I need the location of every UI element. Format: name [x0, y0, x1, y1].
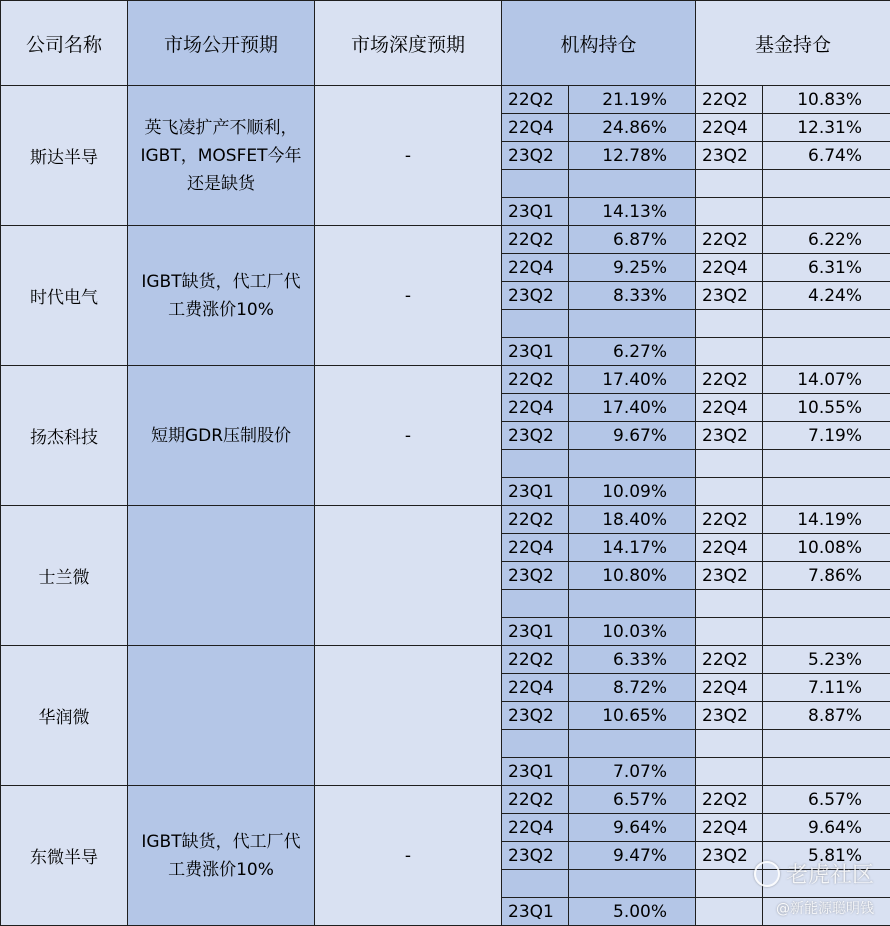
fund-quarter: 22Q2: [696, 366, 763, 394]
institution-quarter: 23Q1: [502, 898, 569, 926]
fund-percent: 14.07%: [763, 366, 890, 394]
company-name: 东微半导: [1, 786, 128, 926]
public-expectation-cell: 短期GDR压制股价: [128, 366, 315, 506]
deep-expectation-cell: [315, 506, 502, 646]
institution-percent: 9.67%: [569, 422, 696, 450]
fund-percent: [763, 450, 890, 478]
institution-percent: [569, 310, 696, 338]
fund-quarter: [696, 730, 763, 758]
header-institution-holding: 机构持仓: [502, 1, 696, 86]
institution-percent: 17.40%: [569, 366, 696, 394]
fund-quarter: 23Q2: [696, 562, 763, 590]
institution-quarter: 23Q1: [502, 198, 569, 226]
institution-percent: [569, 590, 696, 618]
fund-quarter: 22Q4: [696, 814, 763, 842]
institution-quarter: [502, 590, 569, 618]
fund-percent: [763, 310, 890, 338]
institution-percent: 5.00%: [569, 898, 696, 926]
company-name: 时代电气: [1, 226, 128, 366]
institution-percent: 6.33%: [569, 646, 696, 674]
public-expectation-cell: 英飞凌扩产不顺利，IGBT，MOSFET今年还是缺货: [128, 86, 315, 226]
institution-percent: 17.40%: [569, 394, 696, 422]
table-row: [1, 226, 890, 254]
fund-quarter: 22Q4: [696, 394, 763, 422]
fund-percent: [763, 590, 890, 618]
fund-percent: 5.81%: [763, 842, 890, 870]
public-expectation-cell: [128, 646, 315, 786]
fund-quarter: 22Q4: [696, 674, 763, 702]
institution-quarter: 23Q1: [502, 338, 569, 366]
fund-percent: 10.08%: [763, 534, 890, 562]
fund-quarter: [696, 310, 763, 338]
fund-percent: [763, 758, 890, 786]
fund-quarter: [696, 198, 763, 226]
institution-quarter: 22Q4: [502, 254, 569, 282]
deep-expectation-cell: -: [315, 226, 502, 366]
fund-quarter: 23Q2: [696, 282, 763, 310]
deep-expectation-cell: [315, 646, 502, 786]
fund-percent: 7.19%: [763, 422, 890, 450]
institution-percent: 14.17%: [569, 534, 696, 562]
fund-quarter: 22Q4: [696, 254, 763, 282]
fund-quarter: [696, 450, 763, 478]
institution-percent: 8.72%: [569, 674, 696, 702]
institution-quarter: 22Q4: [502, 114, 569, 142]
company-name: 士兰微: [1, 506, 128, 646]
institution-percent: [569, 730, 696, 758]
institution-quarter: 22Q4: [502, 394, 569, 422]
fund-percent: [763, 730, 890, 758]
fund-percent: 12.31%: [763, 114, 890, 142]
fund-quarter: 22Q4: [696, 534, 763, 562]
fund-quarter: [696, 170, 763, 198]
institution-quarter: [502, 170, 569, 198]
tiger-logo-icon: [754, 861, 780, 887]
institution-quarter: 22Q4: [502, 814, 569, 842]
deep-expectation-cell: -: [315, 366, 502, 506]
institution-quarter: 23Q2: [502, 142, 569, 170]
fund-percent: [763, 478, 890, 506]
fund-quarter: 22Q4: [696, 114, 763, 142]
table-row: [1, 366, 890, 394]
institution-percent: 6.87%: [569, 226, 696, 254]
fund-percent: 6.31%: [763, 254, 890, 282]
institution-percent: 12.78%: [569, 142, 696, 170]
fund-quarter: 23Q2: [696, 842, 763, 870]
deep-expectation-cell: -: [315, 86, 502, 226]
institution-quarter: 22Q2: [502, 366, 569, 394]
fund-quarter: [696, 338, 763, 366]
fund-quarter: [696, 758, 763, 786]
institution-quarter: 23Q2: [502, 422, 569, 450]
fund-percent: 7.11%: [763, 674, 890, 702]
fund-quarter: [696, 590, 763, 618]
institution-quarter: 22Q2: [502, 226, 569, 254]
table-row: [1, 86, 890, 114]
company-name: 斯达半导: [1, 86, 128, 226]
fund-percent: 14.19%: [763, 506, 890, 534]
company-name: 扬杰科技: [1, 366, 128, 506]
institution-percent: 10.09%: [569, 478, 696, 506]
fund-quarter: 22Q2: [696, 86, 763, 114]
fund-percent: 6.57%: [763, 786, 890, 814]
fund-quarter: 22Q2: [696, 226, 763, 254]
header-row: [1, 1, 890, 86]
fund-quarter: 22Q2: [696, 506, 763, 534]
institution-percent: 24.86%: [569, 114, 696, 142]
fund-percent: [763, 338, 890, 366]
institution-percent: 10.03%: [569, 618, 696, 646]
fund-percent: 9.64%: [763, 814, 890, 842]
institution-percent: 6.57%: [569, 786, 696, 814]
institution-percent: 10.65%: [569, 702, 696, 730]
fund-quarter: [696, 478, 763, 506]
institution-quarter: 22Q2: [502, 646, 569, 674]
institution-quarter: 22Q4: [502, 534, 569, 562]
institution-percent: 9.64%: [569, 814, 696, 842]
table-row: [1, 506, 890, 534]
institution-quarter: 22Q2: [502, 786, 569, 814]
institution-percent: 14.13%: [569, 198, 696, 226]
fund-quarter: [696, 898, 763, 926]
table-row: [1, 646, 890, 674]
institution-quarter: 22Q2: [502, 506, 569, 534]
institution-quarter: [502, 310, 569, 338]
deep-expectation-cell: -: [315, 786, 502, 926]
fund-percent: 10.83%: [763, 86, 890, 114]
public-expectation-cell: [128, 506, 315, 646]
fund-quarter: 23Q2: [696, 702, 763, 730]
institution-quarter: 23Q2: [502, 282, 569, 310]
institution-quarter: 23Q2: [502, 562, 569, 590]
fund-percent: 6.22%: [763, 226, 890, 254]
fund-percent: [763, 170, 890, 198]
watermark: [754, 858, 874, 889]
institution-percent: [569, 450, 696, 478]
fund-quarter: [696, 870, 763, 898]
fund-percent: 6.74%: [763, 142, 890, 170]
watermark-handle: @新能源聪明钱: [776, 901, 874, 917]
institution-quarter: [502, 870, 569, 898]
header-company: 公司名称: [1, 1, 128, 86]
fund-percent: 4.24%: [763, 282, 890, 310]
institution-quarter: 22Q4: [502, 674, 569, 702]
institution-quarter: [502, 450, 569, 478]
institution-percent: 10.80%: [569, 562, 696, 590]
institution-percent: 6.27%: [569, 338, 696, 366]
table-body: [1, 1, 890, 926]
header-public-expectation: 市场公开预期: [128, 1, 315, 86]
fund-quarter: 23Q2: [696, 422, 763, 450]
fund-percent: [763, 618, 890, 646]
table-row: [1, 786, 890, 814]
institution-quarter: 23Q2: [502, 842, 569, 870]
fund-percent: 5.23%: [763, 646, 890, 674]
company-name: 华润微: [1, 646, 128, 786]
fund-percent: 7.86%: [763, 562, 890, 590]
institution-percent: 18.40%: [569, 506, 696, 534]
fund-quarter: [696, 618, 763, 646]
institution-percent: 21.19%: [569, 86, 696, 114]
institution-quarter: 23Q1: [502, 618, 569, 646]
institution-percent: 9.47%: [569, 842, 696, 870]
institution-percent: 9.25%: [569, 254, 696, 282]
public-expectation-cell: IGBT缺货，代工厂代工费涨价10%: [128, 786, 315, 926]
fund-percent: [763, 198, 890, 226]
public-expectation-cell: IGBT缺货，代工厂代工费涨价10%: [128, 226, 315, 366]
institution-quarter: [502, 730, 569, 758]
institution-percent: [569, 870, 696, 898]
fund-quarter: 22Q2: [696, 786, 763, 814]
institution-percent: 8.33%: [569, 282, 696, 310]
institution-quarter: 23Q1: [502, 478, 569, 506]
header-fund-holding: 基金持仓: [696, 1, 890, 86]
fund-percent: 8.87%: [763, 702, 890, 730]
institution-quarter: 23Q1: [502, 758, 569, 786]
fund-percent: 10.55%: [763, 394, 890, 422]
institution-percent: [569, 170, 696, 198]
header-deep-expectation: 市场深度预期: [315, 1, 502, 86]
watermark-logo-text: 老虎社区: [785, 863, 874, 888]
institution-quarter: 22Q2: [502, 86, 569, 114]
fund-quarter: 22Q2: [696, 646, 763, 674]
fund-quarter: 23Q2: [696, 142, 763, 170]
institution-quarter: 23Q2: [502, 702, 569, 730]
institution-percent: 7.07%: [569, 758, 696, 786]
